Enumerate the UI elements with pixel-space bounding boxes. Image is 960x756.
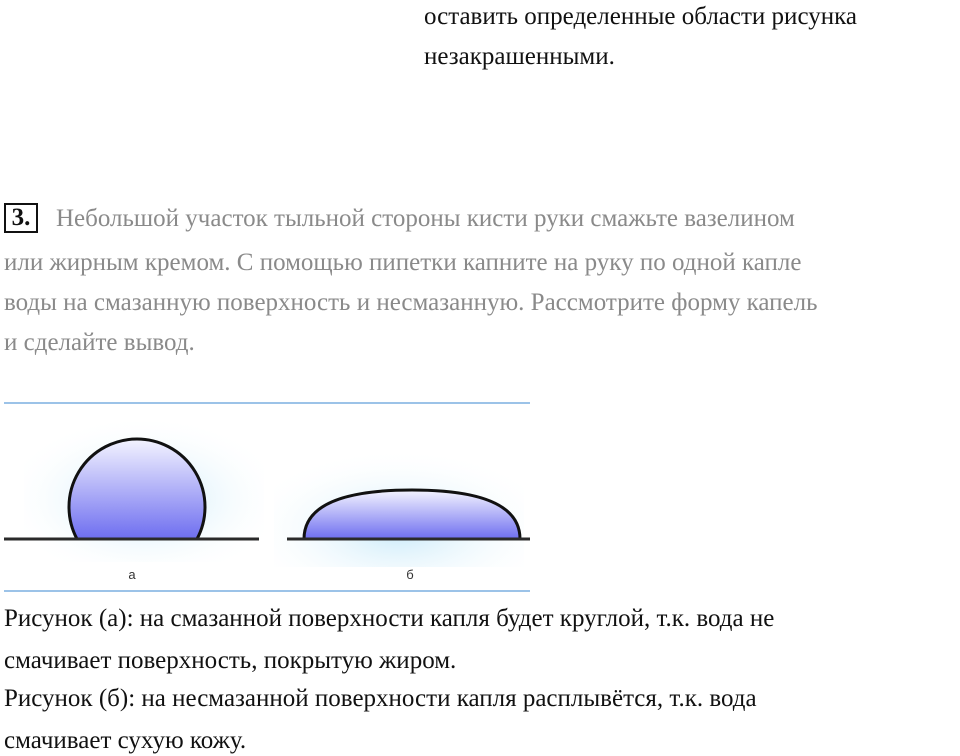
answer-line-4: смачивает сухую кожу. [4,727,247,754]
answer-line-3: Рисунок (б): на несмазанной поверхности капля расплывётся, т.к. вода [4,685,757,712]
label-a: а [128,567,136,582]
droplet-figure-svg [4,402,530,592]
task-text-line-3: воды на смазанную поверхность и несмазанную. Рассмотрите форму капель [4,289,818,316]
answer-line-2: смачивает поверхность, покрытую жиром. [4,647,457,674]
droplet-figure [4,402,530,592]
answer-line-1: Рисунок (а): на смазанной поверхности капля будет круглой, т.к. вода не [4,605,775,632]
task-number: 3. [4,203,38,233]
top-text-line-1: оставить определенные области рисунка [424,3,857,30]
task-text-line-1: Небольшой участок тыльной стороны кисти руки смажьте вазелином [56,205,795,232]
task-text-line-2: или жирным кремом. С помощью пипетки капните на руку по одной капле [4,249,802,276]
top-text-line-2: незакрашенными. [424,43,615,70]
label-b: б [406,567,414,582]
task-text-line-4: и сделайте вывод. [4,329,195,356]
